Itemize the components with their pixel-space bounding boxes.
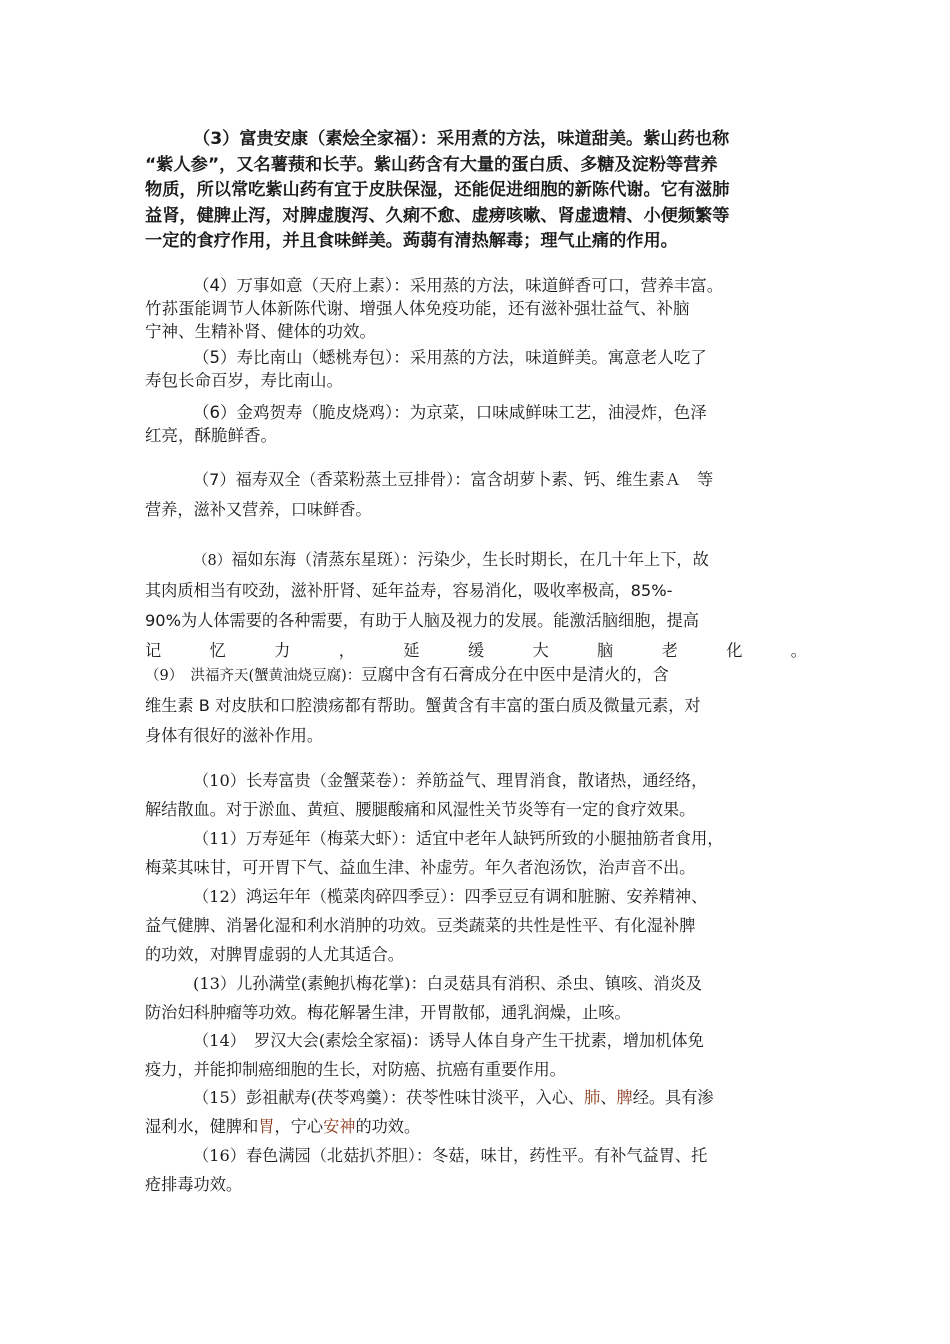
paragraph-item-11 <box>145 824 807 882</box>
item-13-line-1: (13）儿孙满堂(素鲍扒梅花掌)：白灵菇具有消积、杀虫、镇咳、消炎及 <box>193 974 702 993</box>
item-15-text: 湿利水，健脾和 <box>145 1117 259 1136</box>
item-7-line-2-main: 营养，滋补又营养， <box>145 500 291 519</box>
paragraph-item-4 <box>145 274 807 343</box>
item-15-line-1 <box>145 1083 807 1112</box>
item-10-line-2: 解结散血。对于淤血、黄疸、腰腿酸痛和风湿性关节炎等有一定的食疗效果。 <box>145 800 696 819</box>
item-12-line-3: 的功效，对脾胃虚弱的人尤其适合。 <box>145 945 404 964</box>
paragraph-item-7 <box>145 465 807 525</box>
item-8-line-1 <box>145 545 807 576</box>
item-3-line-1: （3）富贵安康（素烩全家福）：采用煮的方法，味道甜美。紫山药也称 <box>193 129 730 149</box>
item-9-line-2: 维生素 B 对皮肤和口腔溃疡都有帮助。蟹黄含有丰富的蛋白质及微量元素，对 <box>145 696 701 715</box>
item-7-line-2-tail: 口味鲜香。 <box>290 500 372 519</box>
item-14-line-2: 疫力，并能抑制癌细胞的生长，对防癌、抗癌有重要作用。 <box>145 1060 566 1079</box>
link-term-calm-spirit[interactable]: 安神 <box>323 1117 356 1136</box>
item-7-line-1-main: （7）福寿双全（香菜粉蒸土豆排骨）：富含 <box>193 470 503 489</box>
item-8-line-1-main: 福如东海（清蒸东星斑）：污染少，生长时期长，在几十年上下，故 <box>231 550 709 569</box>
item-15-text: （15）彭祖献寿(茯苓鸡羹）：茯苓性味甘淡平，入心、 <box>193 1088 585 1107</box>
spread-char: 缓 <box>467 641 485 660</box>
item-9-head: （9） 洪福齐天(蟹黄油烧豆腐)： <box>145 668 362 684</box>
spread-char: 记 <box>145 641 162 660</box>
link-term-spleen[interactable]: 脾 <box>616 1088 633 1107</box>
item-4-line-2: 竹荪蛋能调节人体新陈代谢、增强人体免疫功能，还有滋补强壮益气、补脑 <box>145 299 690 318</box>
spread-char: 化 <box>726 641 743 660</box>
item-13-line-2: 防治妇科肿瘤等功效。梅花解暑生津，开胃散郁，通乳润燥，止咳。 <box>145 1003 631 1022</box>
item-12-line-1: （12）鸿运年年（榄菜肉碎四季豆）：四季豆豆有调和脏腑、安养精神、 <box>193 887 708 906</box>
link-term-stomach[interactable]: 胃 <box>258 1117 275 1136</box>
item-3-line-2: “紫人参”，又名薯蓣和长芋。紫山药含有大量的蛋白质、多糖及淀粉等营养 <box>145 154 718 175</box>
item-8-line-3: 90%为人体需要的各种需要，有助于人脑及视力的发展。能激活脑细胞，提高 <box>145 611 699 630</box>
spread-char: 延 <box>403 641 420 660</box>
item-5-line-2: 寿包长命百岁，寿比南山。 <box>145 371 343 390</box>
item-15-text: ，宁心 <box>274 1117 324 1136</box>
item-14-line-1: （14） 罗汉大会(素烩全家福)：诱导人体自身产生干扰素，增加机体免 <box>193 1031 704 1050</box>
spread-char: ， <box>338 641 355 660</box>
paragraph-item-12 <box>145 882 807 969</box>
item-6-line-2: 红亮，酥脆鲜香。 <box>145 426 277 445</box>
item-11-line-1: （11）万寿延年（梅菜大虾）：适宜中老年人缺钙所致的小腿抽筋者食用， <box>193 829 724 848</box>
paragraph-item-9 <box>145 660 807 751</box>
item-15-text: 、 <box>600 1088 617 1107</box>
spread-char: 。 <box>790 641 807 660</box>
paragraph-item-8 <box>145 545 807 666</box>
paragraph-item-15 <box>145 1083 807 1141</box>
item-9-line-3: 身体有很好的滋补作用。 <box>145 726 324 745</box>
item-12-line-2: 益气健脾、消暑化湿和利水消肿的功效。豆类蔬菜的共性是性平、有化湿补脾 <box>145 916 696 935</box>
item-15-text: 经。具有渗 <box>632 1088 714 1107</box>
spread-char: 忆 <box>209 641 226 660</box>
item-9-line-1 <box>145 660 807 691</box>
item-16-line-1: （16）春色满园（北菇扒芥胆）：冬菇，味甘，药性平。有补气益胃、托 <box>193 1146 708 1165</box>
item-10-line-1: （10）长寿富贵（金蟹菜卷）：养筋益气、理胃消食，散诸热，通经络， <box>193 771 708 790</box>
paragraph-item-6 <box>145 401 807 447</box>
spread-char: 脑 <box>597 641 614 660</box>
paragraph-item-10 <box>145 766 807 824</box>
paragraph-item-16 <box>145 1141 807 1199</box>
item-7-line-1 <box>145 465 807 495</box>
link-term-lung[interactable]: 肺 <box>584 1088 601 1107</box>
item-3-line-5: 一定的食疗作用，并且食味鲜美。蒟蒻有清热解毒；理气止痛的作用。 <box>145 231 678 251</box>
item-5-line-1: （5）寿比南山（蟋桃寿包）：采用蒸的方法，味道鲜美。寓意老人吃了 <box>193 348 707 367</box>
spread-char: 力 <box>274 641 291 660</box>
item-8-line-2: 其肉质相当有咬劲，滋补肝肾、延年益寿，容易消化，吸收率极高，85%- <box>145 581 673 600</box>
spread-char: 老 <box>661 641 678 660</box>
item-15-line-2 <box>145 1112 807 1141</box>
paragraph-item-5 <box>145 346 807 392</box>
item-3-line-3: 物质，所以常吃紫山药有宜于皮肤保湿，还能促进细胞的新陈代谢。它有滋肺 <box>145 180 730 200</box>
item-7-line-2 <box>145 495 807 525</box>
item-7-line-1-tail: 胡萝卜素、钙、维生素Ａ 等 <box>502 470 714 489</box>
item-9-line-1-main: 豆腐中含有石膏成分在中医中是清火的，含 <box>361 665 669 684</box>
paragraph-item-3 <box>145 127 807 255</box>
item-4-line-3: 宁神、生精补肾、健体的功效。 <box>145 322 376 341</box>
item-16-line-2: 疮排毒功效。 <box>145 1175 243 1194</box>
item-3-line-4: 益肾，健脾止泻，对脾虚腹泻、久痢不愈、虚痨咳嗽、肾虚遗精、小便频繁等 <box>145 205 730 226</box>
paragraph-item-14 <box>145 1026 807 1084</box>
item-15-text: 的功效。 <box>355 1117 421 1136</box>
item-4-line-1: （4）万事如意（天府上素）：采用蒸的方法，味道鲜香可口，营养丰富。 <box>193 276 724 295</box>
item-8-number: （8） <box>193 553 232 569</box>
spread-char: 大 <box>532 641 549 660</box>
item-6-line-1: （6）金鸡贺寿（脆皮烧鸡）：为京菜，口味咸鲜味工艺，油浸炸，色泽 <box>193 403 707 422</box>
paragraph-item-13 <box>145 969 807 1027</box>
item-11-line-2: 梅菜其味甘，可开胃下气、益血生津、补虚劳。年久者泡汤饮，治声音不出。 <box>145 858 696 877</box>
